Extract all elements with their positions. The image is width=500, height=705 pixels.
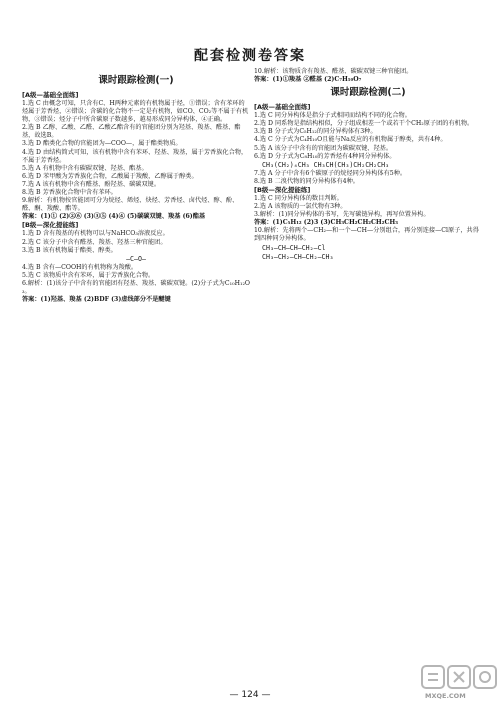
left-column: [22, 72, 250, 304]
answer-line: 2.选 D 同系物是指结构相似，分子组成相差一个或若干个CH₂原子团的有机物。: [254, 120, 474, 128]
page-number: — 124 —: [229, 690, 271, 700]
level-a-tag: [A级—基础全面练]: [22, 91, 79, 99]
answer-line: 4.选 B 含有—COOH的有机物称为羧酸。: [22, 263, 138, 271]
answer-line: 3.选 D 酯类化合物的官能团为—COO—，属于酯类物质。: [22, 140, 182, 148]
level-b-tag: [B级—深化提能练]: [22, 221, 79, 230]
answer-summary: 答案：(1)①羧基 ②醛基 (2)C₇H₁₀O₇: [254, 76, 362, 84]
answer-line: 4.选 D 由结构简式可知，该有机物中含有苯环、羟基、羧基，属于芳香族化合物，不属于芳香烃。: [22, 148, 248, 164]
answer-line: 5.选 A 该分子中含有的官能团为碳碳双键、羟基。: [254, 144, 393, 152]
answer-line: 6.选 D 分子式为C₈H₁₀的芳香烃有4种同分异构体。: [254, 152, 396, 160]
answer-line: 7.选 A 该有机物中含有醛基、酚羟基、碳碳双键。: [22, 180, 161, 188]
structural-formula: CH₃—CH—CH—CH₂—Cl: [262, 243, 326, 252]
answer-line: 2.选 C 该分子中含有醛基、羧基、羟基三种官能团。: [22, 238, 167, 246]
level-b-tag: [B级—深化提能练]: [254, 185, 311, 194]
answer-summary: 答案：(1)C₅H₁₂ (2)3 (3)CH₃CH₂CH₂CH₂CH₃: [254, 219, 398, 227]
answer-line: 8.选 B 二溴代物的同分异构体有4种。: [254, 177, 359, 185]
answer-summary: 答案：(1)羟基、羧基 (2)BDF (3)虚线部分不是醚键: [22, 296, 171, 304]
answer-line: 6.选 D 苯甲酸为芳香族化合物，乙酸属于羧酸，乙醇属于醇类。: [22, 172, 198, 180]
answer-line: 9.解析：有机物按官能团可分为烷烃、烯烃、炔烃、芳香烃、卤代烃、醇、酚、醛、酮、羧酸、酯等。: [22, 197, 239, 213]
answer-summary: 答案：(1)① (2)②⑥ (3)③⑤ (4)④ (5)碳碳双键、羧基 (6)酯基: [22, 213, 206, 221]
section-title-2: 课时跟踪检测(二): [330, 87, 406, 99]
answer-line: 2.选 B 乙醇、乙酸、乙醛、乙酸乙酯含有的官能团分别为羟基、羧基、醛基、酯基，故选B。: [22, 124, 241, 140]
answer-line: 7.选 A 分子中含有6个碳原子的烷烃同分异构体有5种。: [254, 169, 407, 177]
answer-line: 4.选 C 分子式为C₄H₁₀O且能与Na反应的有机物属于醇类，共有4种。: [254, 136, 447, 144]
right-column: [254, 68, 482, 262]
answer-line: 10.解析：该物质含有羧基、醛基、碳碳双键三种官能团。: [254, 68, 413, 75]
answer-line: 5.选 A 有机物中含有碳碳双键、羟基、酯基。: [22, 164, 148, 172]
answer-line: 8.选 B 芳香族化合物中含有苯环。: [22, 189, 117, 197]
answer-line: 1.选 C 同分异构体的数目判断。: [254, 194, 343, 202]
structural-formula: CH₃—CH₂—CH—CH₂—CH₃: [262, 252, 334, 261]
answer-line: 3.选 B 该有机物属于酯类、醇类。: [22, 246, 117, 254]
answer-line: 6.解析：(1)该分子中含有的官能团有羟基、羧基、碳碳双键。(2)分子式为C₁₀H₁₂O₃。: [22, 279, 250, 295]
answer-line: 1.选 C 同分异构体是指分子式相同而结构不同的化合物。: [254, 112, 411, 120]
structural-formula: CH₃(CH₂)₄CH₃ CH₃CH(CH₃)CH₂CH₂CH₃: [262, 160, 390, 169]
page-title: 配套检测卷答案: [194, 48, 306, 64]
answer-line: 10.解析：先将两个—CH₂—和一个—CH—分别组合，再分别连接—Cl原子，共得到四种同分异构体。: [254, 227, 479, 243]
answer-line: 3.选 B 分子式为C₅H₁₂的同分异构体有3种。: [254, 128, 377, 136]
section-title-1: 课时跟踪检测(一): [98, 75, 174, 86]
answer-line: 3.解析：(1)同分异构体的书写，先写碳链异构，再写位置异构。: [254, 211, 430, 219]
answer-line: 1.选 C 由概念可知，只含有C、H两种元素的有机物属于烃，①错误；含有苯环的烃属于芳香烃，②错误；含碳的化合物不一定是有机物，如CO、CO₂等不属于有机物，③错误；烃分子中所含碳原子数越多，越易形成同分异构体，④正确。: [22, 100, 249, 124]
level-a-tag: [A级—基础全面练]: [254, 103, 311, 112]
structural-formula: —C—O—: [126, 254, 146, 263]
watermark-text: MXQE.COM: [425, 692, 466, 700]
answer-line: 2.选 A 该物质的一氯代物有3种。: [254, 203, 347, 211]
answer-line: 5.选 C 该物质中含有苯环，属于芳香族化合物。: [22, 271, 155, 279]
answer-line: 1.选 D 含有羧基的有机物可以与NaHCO₃溶液反应。: [22, 230, 169, 238]
